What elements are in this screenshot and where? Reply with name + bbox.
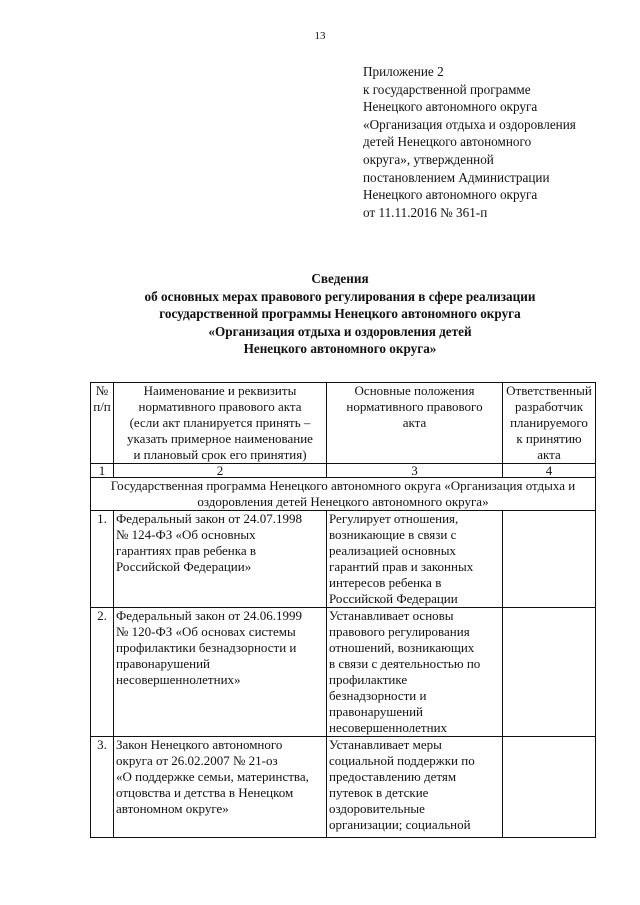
title-line: Сведения	[311, 271, 369, 286]
act-cell: Федеральный закон от 24.07.1998 № 124-ФЗ «Об основных гарантиях прав ребенка в Российской Федерации»	[114, 511, 327, 608]
responsible-cell	[503, 737, 596, 838]
responsible-cell	[503, 608, 596, 737]
title-line: государственной программы Ненецкого автономного округа	[159, 306, 521, 322]
appendix-line: Ненецкого автономного округа	[363, 99, 538, 115]
document-title	[60, 270, 620, 358]
legal-measures-table	[90, 382, 596, 838]
provisions-cell: Устанавливает меры социальной поддержки по предоставлению детям путевок в детские оздоровительные организации; социальной	[327, 737, 503, 838]
column-index: 3	[327, 464, 503, 478]
appendix-line: от 11.11.2016 № 361-п	[363, 204, 488, 220]
column-index-row	[91, 464, 596, 478]
appendix-line: округа», утвержденной	[363, 151, 494, 167]
table-row	[91, 737, 596, 838]
row-number: 2.	[91, 608, 114, 737]
header-provisions: Основные положения нормативного правового акта	[327, 383, 503, 464]
table-row	[91, 511, 596, 608]
table-row	[91, 608, 596, 737]
appendix-line: детей Ненецкого автономного	[363, 134, 532, 150]
act-cell: Закон Ненецкого автономного округа от 26.02.2007 № 21-оз «О поддержке семьи, материнства, отцовства и детства в Ненецком автономном округе»	[114, 737, 327, 838]
appendix-line: постановлением Администрации	[363, 169, 550, 185]
appendix-line: Ненецкого автономного округа	[363, 187, 538, 203]
provisions-cell: Устанавливает основы правового регулирования отношений, возникающих в связи с деятельностью по профилактике безнадзорности и правонарушений несовершеннолетних	[327, 608, 503, 737]
header-responsible: Ответственный разработчик планируемого к принятию акта	[503, 383, 596, 464]
appendix-line: к государственной программе	[363, 81, 531, 97]
title-line: об основных мерах правового регулирования в сфере реализации	[144, 288, 536, 304]
act-cell: Федеральный закон от 24.06.1999 № 120-ФЗ «Об основах системы профилактики безнадзорности и правонарушений несовершеннолетних»	[114, 608, 327, 737]
provisions-cell: Регулирует отношения, возникающие в связи с реализацией основных гарантий прав и законных интересов ребенка в Российской Федерации	[327, 511, 503, 608]
appendix-line: «Организация отдыха и оздоровления	[363, 116, 576, 132]
title-line: Ненецкого автономного округа»	[243, 341, 437, 357]
appendix-block	[363, 63, 603, 221]
column-index: 4	[503, 464, 596, 478]
header-act: Наименование и реквизиты нормативного правового акта (если акт планируется принять – указать примерное наименование и плановый срок его принятия)	[114, 383, 327, 464]
program-title-cell: Государственная программа Ненецкого автономного округа «Организация отдыха и оздоровления детей Ненецкого автономного округа»	[91, 478, 596, 511]
responsible-cell	[503, 511, 596, 608]
column-index: 1	[91, 464, 114, 478]
table-header-row	[91, 383, 596, 464]
appendix-line: Приложение 2	[363, 64, 444, 79]
title-line: «Организация отдыха и оздоровления детей	[208, 323, 472, 339]
page-number: 13	[314, 30, 326, 42]
program-row	[91, 478, 596, 511]
row-number: 3.	[91, 737, 114, 838]
row-number: 1.	[91, 511, 114, 608]
column-index: 2	[114, 464, 327, 478]
header-number: № п/п	[91, 383, 114, 464]
